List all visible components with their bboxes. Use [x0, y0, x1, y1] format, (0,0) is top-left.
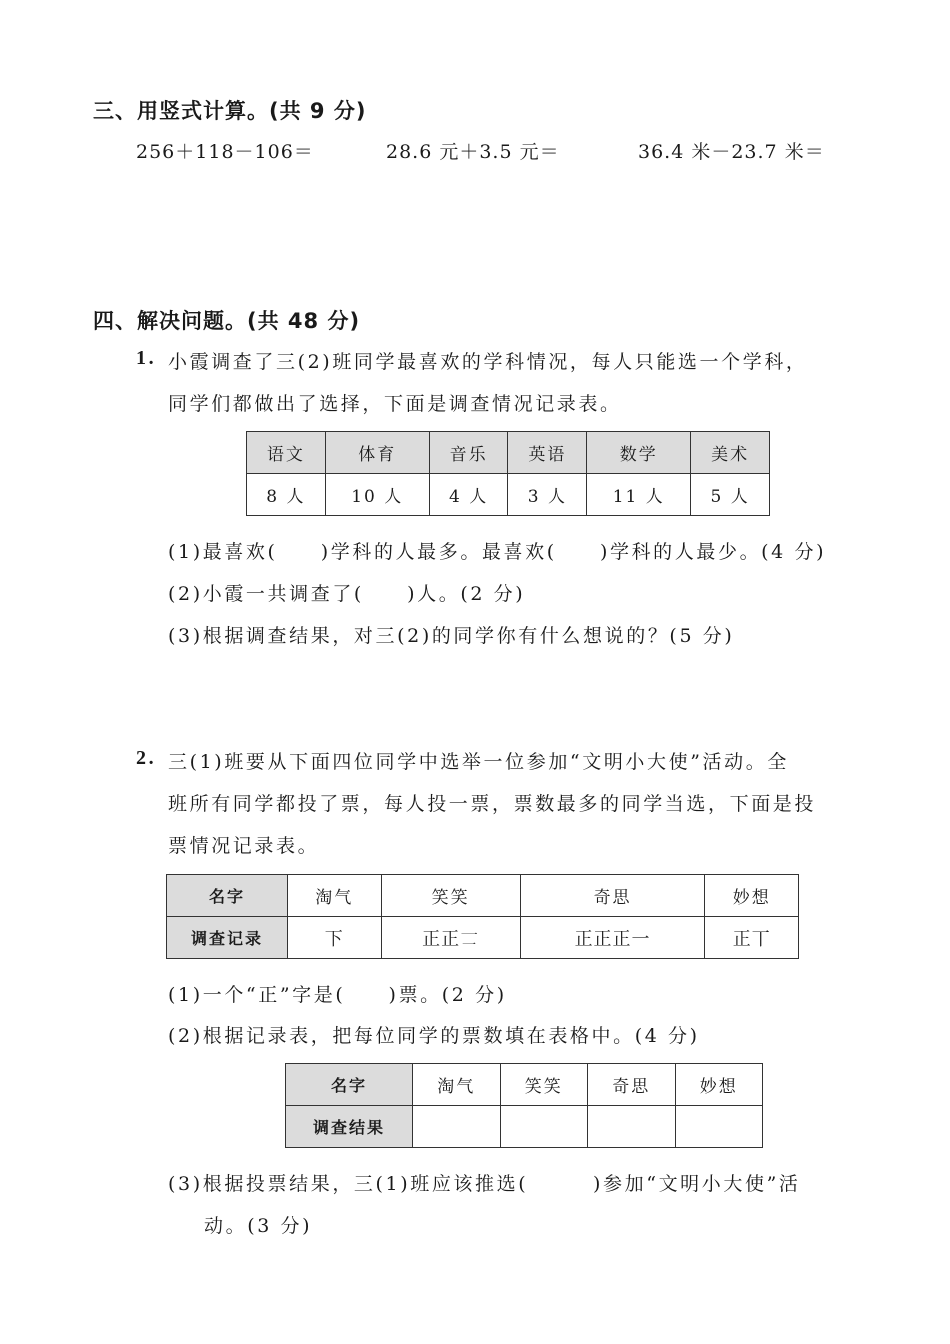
name-cell: 妙想	[705, 875, 799, 917]
q1-sub2: (2)小霞一共调查了( )人。(2 分)	[168, 583, 526, 605]
subject-cell: 体育	[325, 432, 429, 474]
row-label-cell: 调查记录	[167, 917, 288, 959]
subject-cell: 语文	[247, 432, 326, 474]
q2-text-line3: 票情况记录表。	[168, 835, 320, 857]
name-cell: 笑笑	[500, 1064, 588, 1106]
calc-problem-3: 36.4 米－23.7 米＝	[638, 141, 825, 163]
count-cell: 8 人	[247, 474, 326, 516]
tally-cell: 正正正一	[520, 917, 705, 959]
tally-cell: 正丅	[705, 917, 799, 959]
count-cell: 11 人	[587, 474, 691, 516]
count-cell: 3 人	[508, 474, 587, 516]
q1-number: 1.	[136, 347, 157, 369]
section4-title: 四、解决问题。(共 48 分)	[93, 309, 361, 333]
q2-sub2: (2)根据记录表，把每位同学的票数填在表格中。(4 分)	[168, 1025, 700, 1047]
q2-text-line1: 三(1)班要从下面四位同学中选举一位参加“文明小大使”活动。全	[168, 751, 789, 773]
subject-cell: 数学	[587, 432, 691, 474]
table-row	[247, 474, 770, 516]
vote-tally-table	[166, 874, 799, 959]
name-cell: 淘气	[288, 875, 382, 917]
row-label-cell: 调查结果	[286, 1106, 413, 1148]
subject-cell: 英语	[508, 432, 587, 474]
table-header-row	[286, 1064, 763, 1106]
name-cell: 妙想	[675, 1064, 763, 1106]
table-header-row	[167, 875, 799, 917]
q1-sub1: (1)最喜欢( )学科的人最多。最喜欢( )学科的人最少。(4 分)	[168, 541, 827, 563]
table-row	[286, 1106, 763, 1148]
subject-cell: 音乐	[429, 432, 508, 474]
count-cell: 5 人	[691, 474, 770, 516]
q2-number: 2.	[136, 747, 157, 769]
table-header-row	[247, 432, 770, 474]
result-answer-cell[interactable]	[413, 1106, 501, 1148]
name-cell: 奇思	[520, 875, 705, 917]
section3-title: 三、用竖式计算。(共 9 分)	[93, 99, 367, 123]
row-label-cell: 名字	[286, 1064, 413, 1106]
table-row	[167, 917, 799, 959]
result-answer-cell[interactable]	[588, 1106, 676, 1148]
name-cell: 笑笑	[381, 875, 520, 917]
q1-text-line1: 小霞调查了三(2)班同学最喜欢的学科情况，每人只能选一个学科，	[168, 351, 808, 373]
q1-sub3: (3)根据调查结果，对三(2)的同学你有什么想说的？(5 分)	[168, 625, 735, 647]
subject-cell: 美术	[691, 432, 770, 474]
count-cell: 4 人	[429, 474, 508, 516]
q2-sub3-line2: 动。(3 分)	[204, 1215, 313, 1237]
result-answer-cell[interactable]	[675, 1106, 763, 1148]
count-cell: 10 人	[325, 474, 429, 516]
subject-survey-table	[246, 431, 770, 516]
name-cell: 淘气	[413, 1064, 501, 1106]
vote-result-table	[285, 1063, 763, 1148]
calc-problem-1: 256＋118－106＝	[136, 141, 314, 163]
tally-cell: 下	[288, 917, 382, 959]
tally-cell: 正正𠄟	[381, 917, 520, 959]
q2-sub1: (1)一个“正”字是( )票。(2 分)	[168, 984, 507, 1006]
name-cell: 奇思	[588, 1064, 676, 1106]
calc-problem-2: 28.6 元＋3.5 元＝	[386, 141, 560, 163]
q1-text-line2: 同学们都做出了选择，下面是调查情况记录表。	[168, 393, 622, 415]
result-answer-cell[interactable]	[500, 1106, 588, 1148]
row-label-cell: 名字	[167, 875, 288, 917]
q2-text-line2: 班所有同学都投了票，每人投一票，票数最多的同学当选，下面是投	[168, 793, 817, 815]
q2-sub3-line1: (3)根据投票结果，三(1)班应该推选( )参加“文明小大使”活	[168, 1173, 801, 1195]
